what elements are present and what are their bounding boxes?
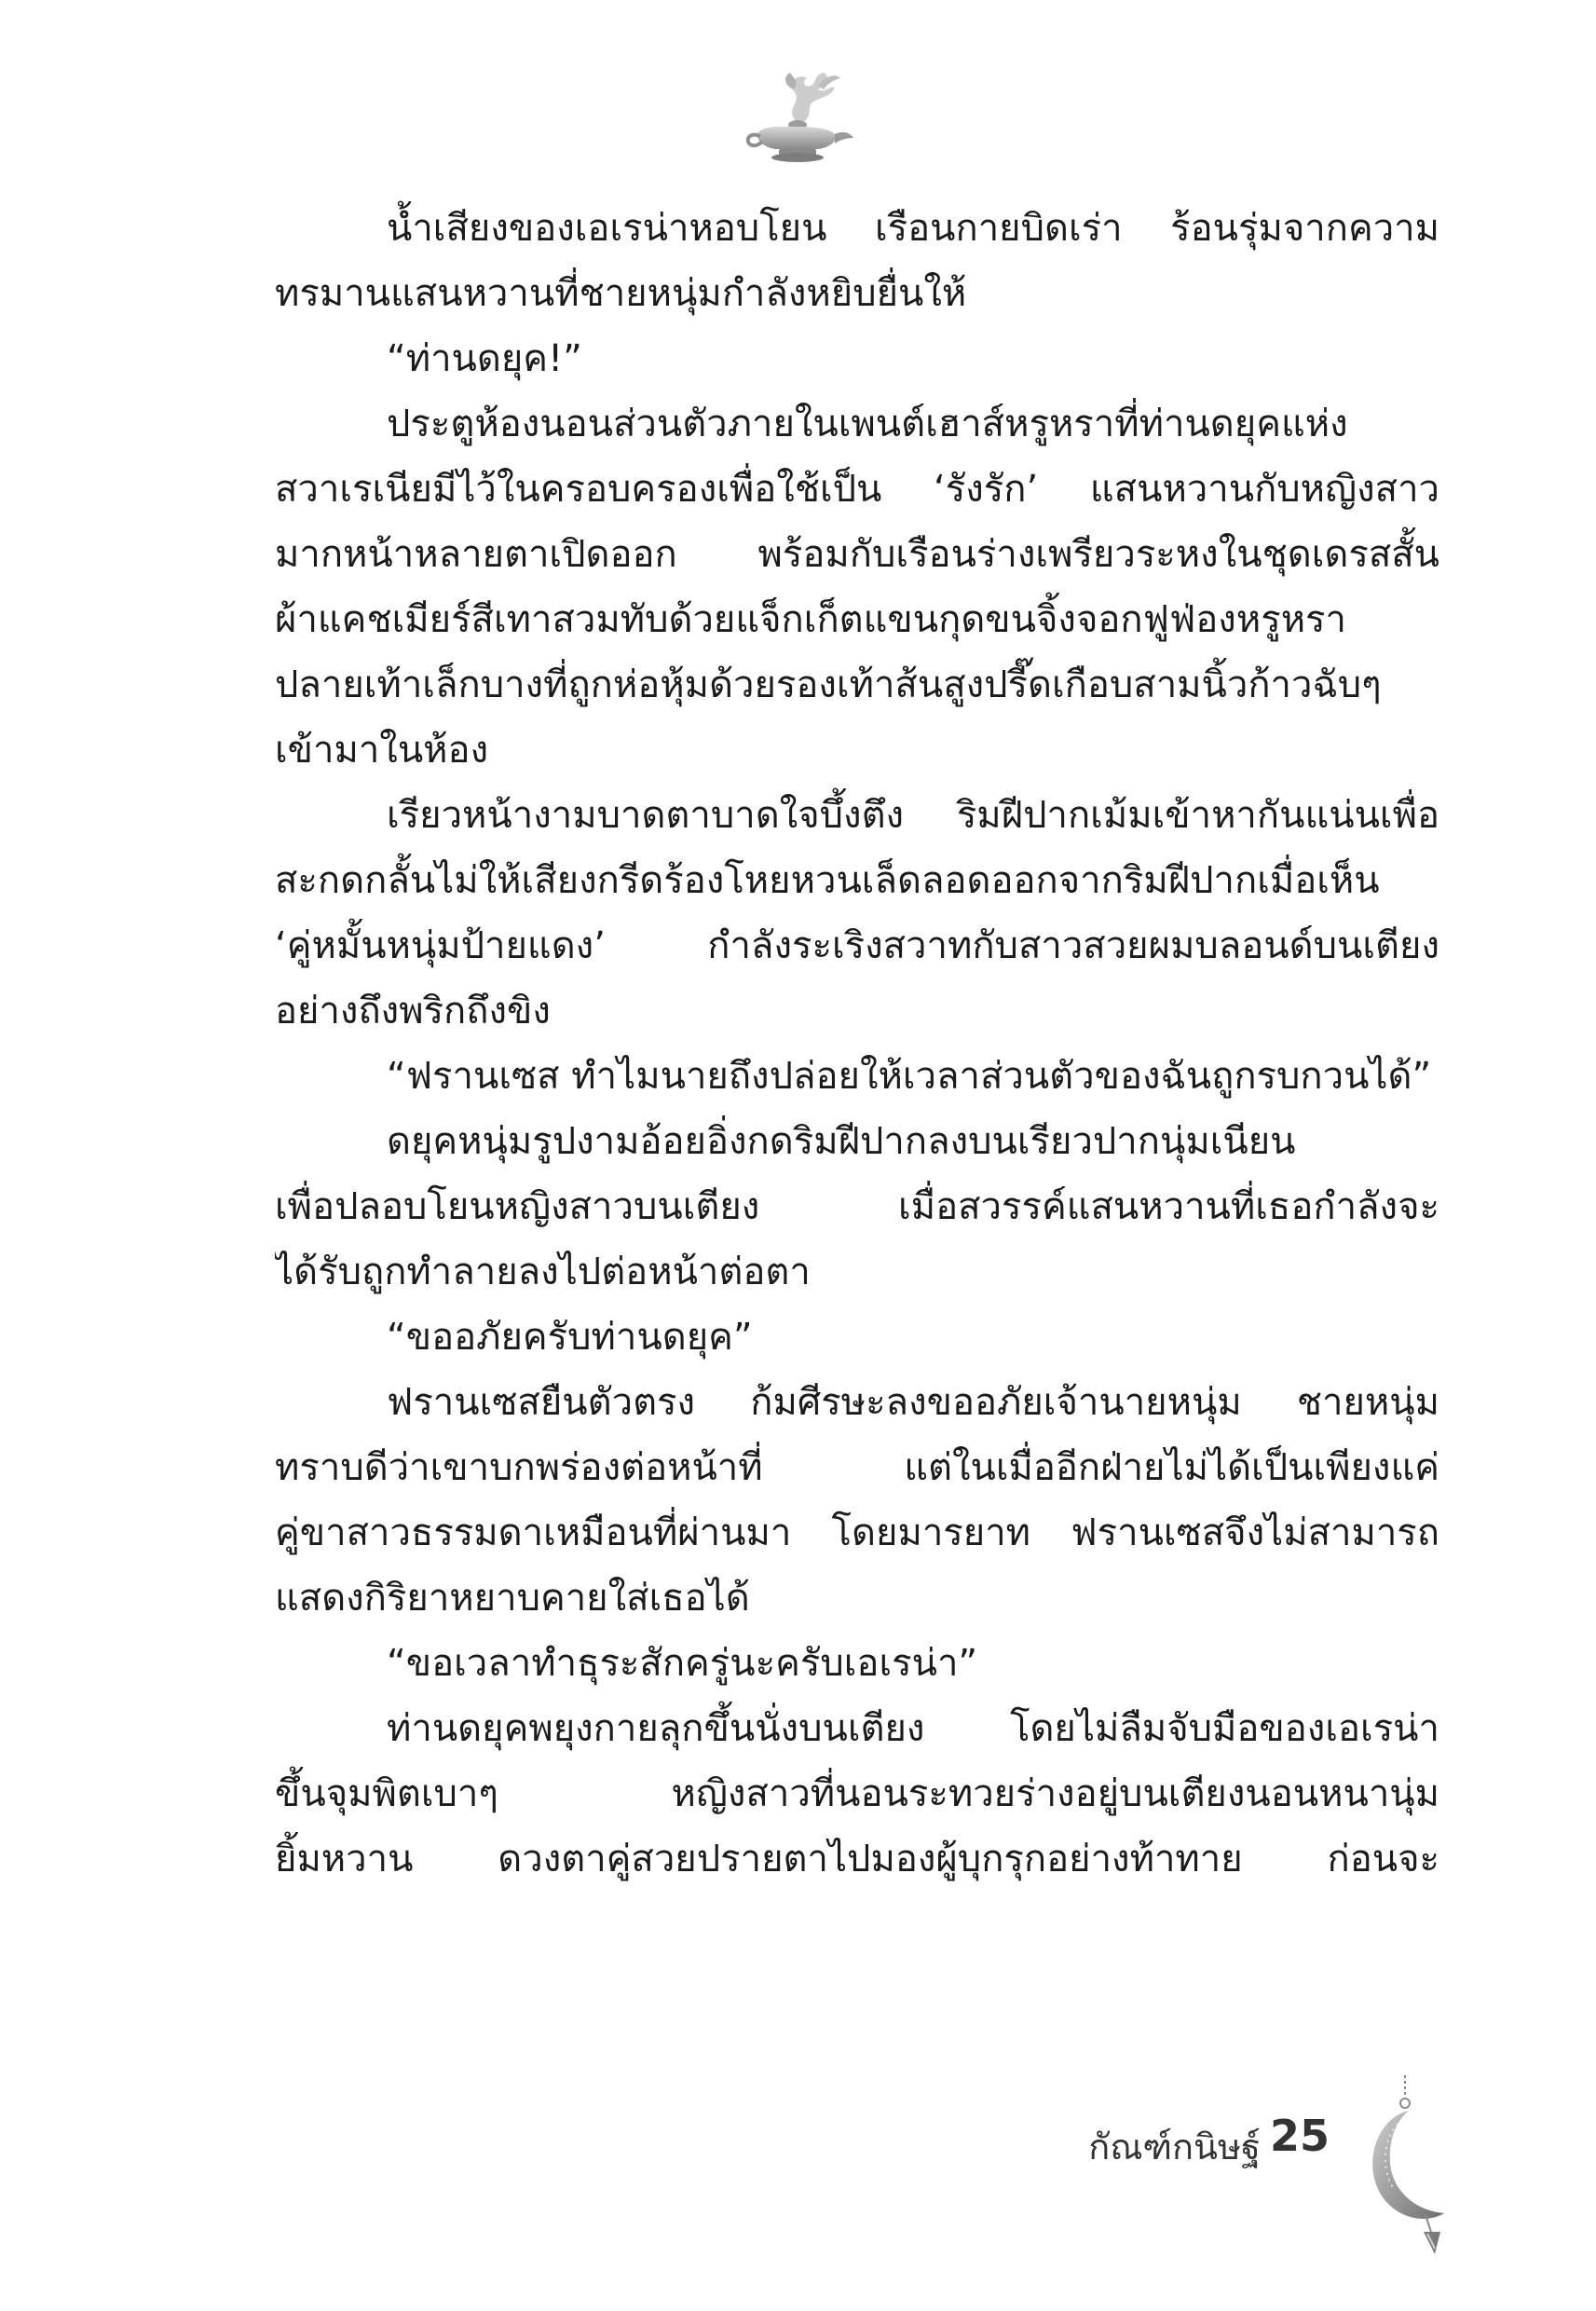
text-line: มากหน้าหลายตาเปิดออก พร้อมกับเรือนร่างเพรียวระหงในชุดเดรสสั้น xyxy=(275,533,1439,576)
paragraph xyxy=(275,1696,1439,1892)
dialogue-paragraph xyxy=(275,1631,1439,1696)
text-line: “ขออภัยครับท่านดยุค” xyxy=(387,1316,753,1359)
text-line: คู่ขาสาวธรรมดาเหมือนที่ผ่านมา โดยมารยาท ฟรานเซสจึงไม่สามารถ xyxy=(275,1511,1439,1554)
text-line: น้ำเสียงของเอเรน่าหอบโยน เรือนกายบิดเร่า ร้อนรุ่มจากความ xyxy=(387,207,1439,250)
paragraph xyxy=(275,783,1439,1044)
text-line: ยิ้มหวาน ดวงตาคู่สวยปรายตาไปมองผู้บุกรุกอย่างท้าทาย ก่อนจะ xyxy=(275,1838,1439,1880)
dialogue-paragraph xyxy=(275,326,1439,391)
paragraph xyxy=(275,1109,1439,1305)
text-line: ทราบดีว่าเขาบกพร่องต่อหน้าที่ แต่ในเมื่ออีกฝ่ายไม่ได้เป็นเพียงแค่ xyxy=(275,1446,1439,1489)
text-line: “ขอเวลาทำธุระสักครู่นะครับเอเรน่า” xyxy=(387,1642,978,1685)
text-line: ประตูห้องนอนส่วนตัวภายในเพนต์เฮาส์หรูหราที่ท่านดยุคแห่ง xyxy=(387,403,1348,445)
text-line: ได้รับถูกทำลายลงไปต่อหน้าต่อตา xyxy=(275,1251,811,1293)
text-line: เรียวหน้างามบาดตาบาดใจบึ้งตึง ริมฝีปากเม้มเข้าหากันแน่นเพื่อ xyxy=(387,794,1439,837)
text-line: “ท่านดยุค!” xyxy=(387,337,582,380)
dialogue-paragraph xyxy=(275,1044,1439,1109)
genie-lamp-icon xyxy=(738,65,859,168)
text-line: ‘คู่หมั้นหนุ่มป้ายแดง’ กำลังระเริงสวาทกับสาวสวยผมบลอนด์บนเตียง xyxy=(275,924,1439,967)
paragraph xyxy=(275,196,1439,326)
dialogue-paragraph xyxy=(275,1305,1439,1370)
body-text xyxy=(275,196,1439,1892)
text-line: ผ้าแคชเมียร์สีเทาสวมทับด้วยแจ็กเก็ตแขนกุดขนจิ้งจอกฟูฟ่องหรูหรา xyxy=(275,598,1346,641)
text-line: ดยุคหนุ่มรูปงามอ้อยอิ่งกดริมฝีปากลงบนเรียวปากนุ่มเนียน xyxy=(387,1120,1296,1163)
paragraph xyxy=(275,391,1439,783)
crescent-moon-pendant-icon xyxy=(1351,2073,1463,2260)
text-line: อย่างถึงพริกถึงขิง xyxy=(275,990,551,1032)
text-line: สวาเรเนียมีไว้ในครอบครองเพื่อใช้เป็น ‘รังรัก’ แสนหวานกับหญิงสาว xyxy=(275,468,1439,511)
paragraph xyxy=(275,1370,1439,1631)
book-title: กัณฑ์กนิษฐ์ xyxy=(1088,2126,1261,2167)
text-line: สะกดกลั้นไม่ให้เสียงกรีดร้องโหยหวนเล็ดลอดออกจากริมฝีปากเมื่อเห็น xyxy=(275,859,1380,902)
page-number: 25 xyxy=(1270,2111,1330,2161)
page-footer xyxy=(0,2101,1596,2269)
text-line: เพื่อปลอบโยนหญิงสาวบนเตียง เมื่อสวรรค์แสนหวานที่เธอกำลังจะ xyxy=(275,1185,1439,1228)
text-line: แสดงกิริยาหยาบคายใส่เธอได้ xyxy=(275,1577,750,1620)
text-line: ท่านดยุคพยุงกายลุกขึ้นนั่งบนเตียง โดยไม่ลืมจับมือของเอเรน่า xyxy=(387,1707,1439,1750)
text-line: ฟรานเซสยืนตัวตรง ก้มศีรษะลงขออภัยเจ้านายหนุ่ม ชายหนุ่ม xyxy=(387,1381,1439,1424)
text-line: ทรมานแสนหวานที่ชายหนุ่มกำลังหยิบยื่นให้ xyxy=(275,272,967,315)
text-line: “ฟรานเซส ทำไมนายถึงปล่อยให้เวลาส่วนตัวของฉันถูกรบกวนได้” xyxy=(387,1055,1432,1098)
text-line: ปลายเท้าเล็กบางที่ถูกห่อหุ้มด้วยรองเท้าส้นสูงปรี๊ดเกือบสามนิ้วก้าวฉับๆ xyxy=(275,663,1382,706)
text-line: ขึ้นจุมพิตเบาๆ หญิงสาวที่นอนระทวยร่างอยู่บนเตียงนอนหนานุ่ม xyxy=(275,1772,1439,1815)
text-line: เข้ามาในห้อง xyxy=(275,729,489,772)
